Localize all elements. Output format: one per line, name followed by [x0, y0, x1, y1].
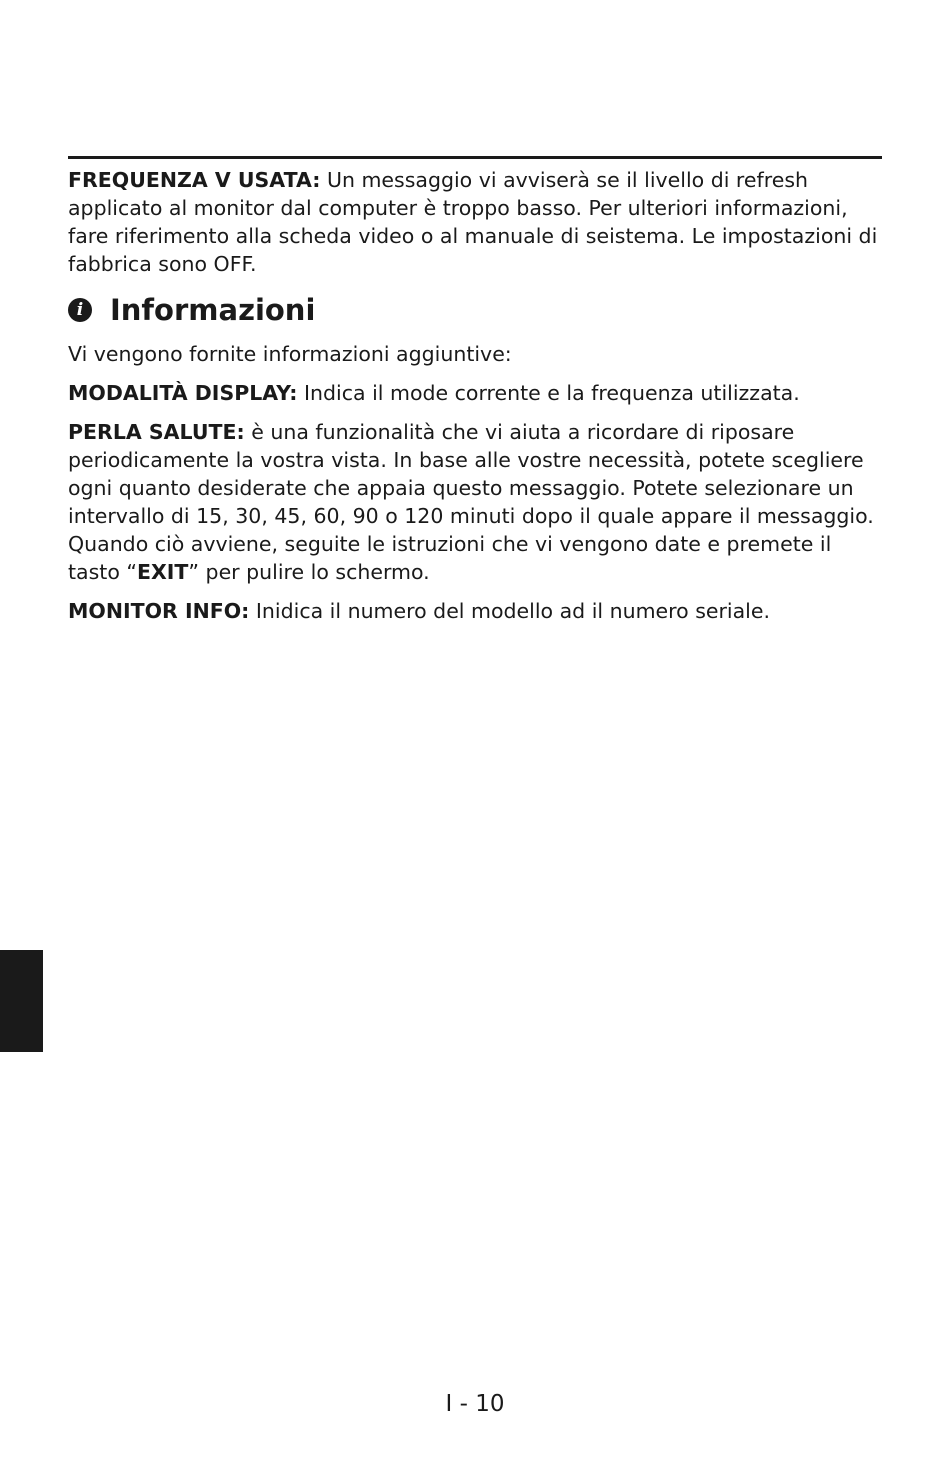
monitor-info-text: Inidica il numero del modello ad il numero seriale. — [249, 599, 771, 623]
intro-paragraph: Vi vengono fornite informazioni aggiuntive: — [68, 342, 512, 366]
monitor-info-paragraph — [68, 597, 882, 625]
page-number: I - 10 — [445, 1391, 505, 1417]
document-body — [68, 166, 882, 636]
perla-salute-text: è una funzionalità che vi aiuta a ricordare di riposare periodicamente la vostra vista. In base alle vostre necessità, potete scegliere ogni quanto desiderate che appaia questo messaggio. Potete selezionare un intervallo di 15, 30, 45, 60, 90 o 120 minuti dopo il quale appare il messaggio. Quando ciò avviene, seguite le istruzioni che vi vengono date e premete il tasto “ — [68, 420, 874, 584]
informazioni-heading — [68, 292, 882, 328]
modalita-display-text: Indica il mode corrente e la frequenza utilizzata. — [297, 381, 800, 405]
modalita-display-paragraph — [68, 379, 882, 407]
modalita-display-term: MODALITÀ DISPLAY: — [68, 381, 298, 405]
perla-salute-term: PERLA SALUTE: — [68, 420, 245, 444]
frequenza-paragraph — [68, 166, 882, 278]
frequenza-term: FREQUENZA V USATA: — [68, 168, 321, 192]
perla-salute-paragraph — [68, 418, 882, 586]
heading-title: Informazioni — [110, 293, 316, 327]
language-side-tab — [0, 950, 43, 1052]
info-icon: i — [68, 298, 92, 322]
monitor-info-term: MONITOR INFO: — [68, 599, 250, 623]
top-rule — [68, 156, 882, 159]
perla-salute-text-end: ” per pulire lo schermo. — [188, 560, 430, 584]
exit-key-label: EXIT — [137, 560, 189, 584]
frequenza-text: Un messaggio vi avviserà se il livello di refresh applicato al monitor dal computer è troppo basso. Per ulteriori informazioni, fare riferimento alla scheda video o al manuale di seistema. Le impostazioni di fabbrica sono OFF. — [68, 168, 878, 276]
